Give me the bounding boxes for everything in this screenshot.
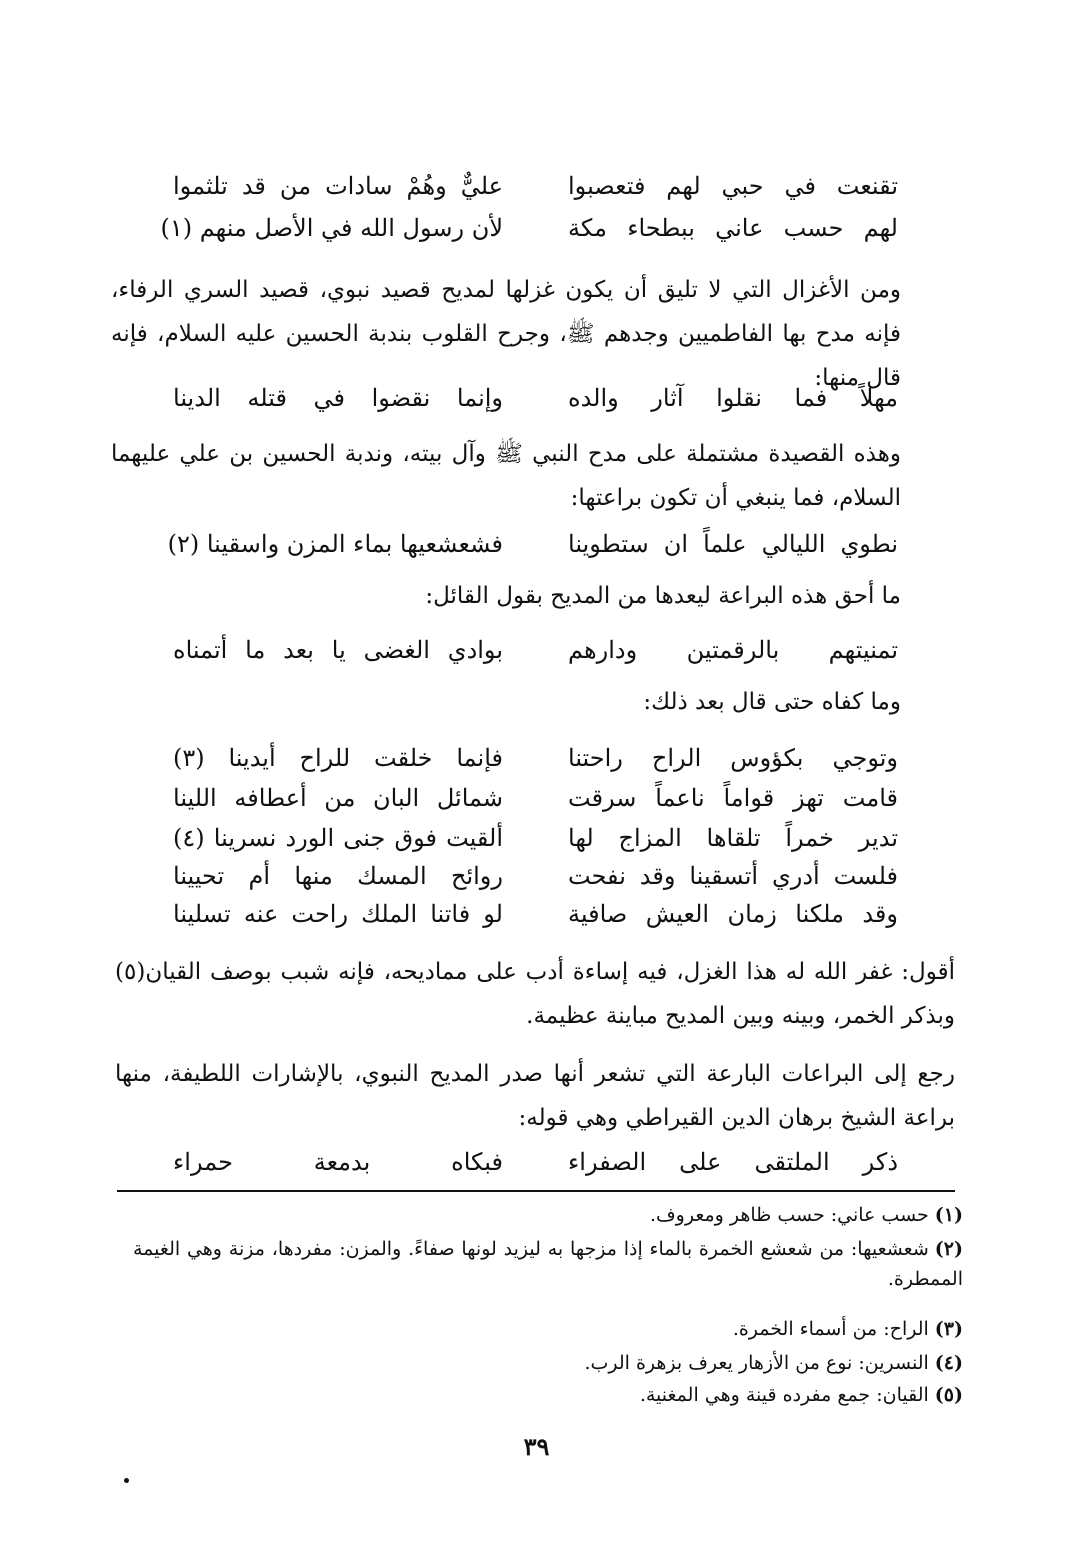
footnote-text: حسب عاني: حسب ظاهر ومعروف. xyxy=(649,1204,929,1226)
verse-first-hemistich: وتوجي بكؤوس الراح راحتنا xyxy=(568,744,898,772)
verse-first-hemistich: تقنعت في حبي لهم فتعصبوا xyxy=(568,172,898,200)
verse-first-hemistich: لهم حسب عاني ببطحاء مكة xyxy=(568,214,898,242)
verse-second-hemistich: بوادي الغضى يا بعد ما أتمناه xyxy=(173,636,503,664)
verse-line xyxy=(173,744,898,784)
verse-second-hemistich: فإنما خلقت للراح أيدينا (٣) xyxy=(173,744,503,772)
ink-dot xyxy=(124,1478,129,1483)
paragraph: ومن الأغزال التي لا تليق أن يكون غزلها لمديح قصيد نبوي، قصيد السري الرفاء، فإنه مدح بها الفاطميين وجدهم ﷺ، وجرح القلوب بندبة الحسين عليه السلام، فإنه قال منها: xyxy=(111,277,901,391)
footnote-number: (٤) xyxy=(934,1352,963,1374)
footnote xyxy=(133,1348,963,1378)
footnote xyxy=(133,1314,963,1344)
verse-line xyxy=(173,636,898,676)
footnote-number: (٣) xyxy=(934,1318,963,1340)
verse-first-hemistich: تدير خمراً تلقاها المزاج لها xyxy=(568,824,898,852)
verse-line xyxy=(173,900,898,940)
footnote-number: (٢) xyxy=(934,1238,963,1260)
verse-second-hemistich: فشعشعيها بماء المزن واسقينا (٢) xyxy=(167,530,503,558)
verse-line xyxy=(173,384,898,424)
paragraph: أقول: غفر الله له هذا الغزل، فيه إساءة أدب على مماديحه، فإنه شبب بوصف القيان(٥) وبذكر الخمر، وبينه وبين المديح مباينة عظيمة. xyxy=(115,959,955,1029)
page-number: ٣٩ xyxy=(523,1432,550,1461)
verse-first-hemistich: مهلاً فما نقلوا آثار والده xyxy=(568,384,898,412)
verse-second-hemistich: ألقيت فوق جنى الورد نسرينا (٤) xyxy=(173,824,503,852)
footnote xyxy=(133,1200,963,1230)
verse-line xyxy=(173,1148,898,1188)
verse-second-hemistich: لو فاتنا الملك راحت عنه تسلينا xyxy=(173,900,503,928)
footnote-number: (٥) xyxy=(934,1384,963,1406)
verse-first-hemistich: وقد ملكنا زمان العيش صافية xyxy=(568,900,898,928)
footnote-text: النسرين: نوع من الأزهار يعرف بزهرة الرب. xyxy=(584,1352,929,1374)
paragraph: وهذه القصيدة مشتملة على مدح النبي ﷺ وآل بيته، وندبة الحسين بن علي عليهما السلام، فما ينبغي أن تكون براعتها: xyxy=(111,441,901,511)
footnote-text: شعشعيها: من شعشع الخمرة بالماء إذا مزجها به ليزيد لونها صفاءً. والمزن: مفردها، مزنة وهي الغيمة الممطرة. xyxy=(133,1238,963,1290)
verse-line xyxy=(160,214,898,254)
footnote-separator xyxy=(117,1190,955,1192)
verse-second-hemistich: شمائل البان من أعطافه اللينا xyxy=(173,784,503,812)
paragraph: ما أحق هذه البراعة ليعدها من المديح بقول القائل: xyxy=(425,583,901,609)
verse-first-hemistich: فلست أدري أتسقينا وقد نفحت xyxy=(568,862,898,890)
verse-second-hemistich: لأن رسول الله في الأصل منهم (١) xyxy=(160,214,503,242)
verse-second-hemistich: وإنما نقضوا في قتله الدينا xyxy=(173,384,503,412)
verse-second-hemistich: فبكاه بدمعة حمراء xyxy=(173,1148,503,1176)
verse-second-hemistich: روائح المسك منها أم تحيينا xyxy=(173,862,503,890)
verse-line xyxy=(173,172,898,212)
paragraph: رجع إلى البراعات البارعة التي تشعر أنها صدر المديح النبوي، بالإشارات اللطيفة، منها براعة الشيخ برهان الدين القيراطي وهي قوله: xyxy=(115,1061,955,1131)
verse-first-hemistich: قامت تهز قواماً ناعماً سرقت xyxy=(568,784,898,812)
footnote-number: (١) xyxy=(934,1204,963,1226)
paragraph: وما كفاه حتى قال بعد ذلك: xyxy=(643,689,901,715)
footnote-text: الراح: من أسماء الخمرة. xyxy=(732,1318,929,1340)
verse-line xyxy=(173,784,898,824)
verse-line xyxy=(173,824,898,864)
footnote-text: القيان: جمع مفرده قينة وهي المغنية. xyxy=(639,1384,929,1406)
verse-line xyxy=(173,862,898,902)
footnote xyxy=(133,1234,963,1294)
verse-first-hemistich: تمنيتهم بالرقمتين ودارهم xyxy=(568,636,898,664)
verse-second-hemistich: عليٌّ وهُمْ سادات من قد تلثموا xyxy=(173,172,503,200)
footnote xyxy=(133,1380,963,1410)
verse-line xyxy=(167,530,898,570)
verse-first-hemistich: نطوي الليالي علماً ان ستطوينا xyxy=(568,530,898,558)
verse-first-hemistich: ذكر الملتقى على الصفراء xyxy=(568,1148,898,1176)
